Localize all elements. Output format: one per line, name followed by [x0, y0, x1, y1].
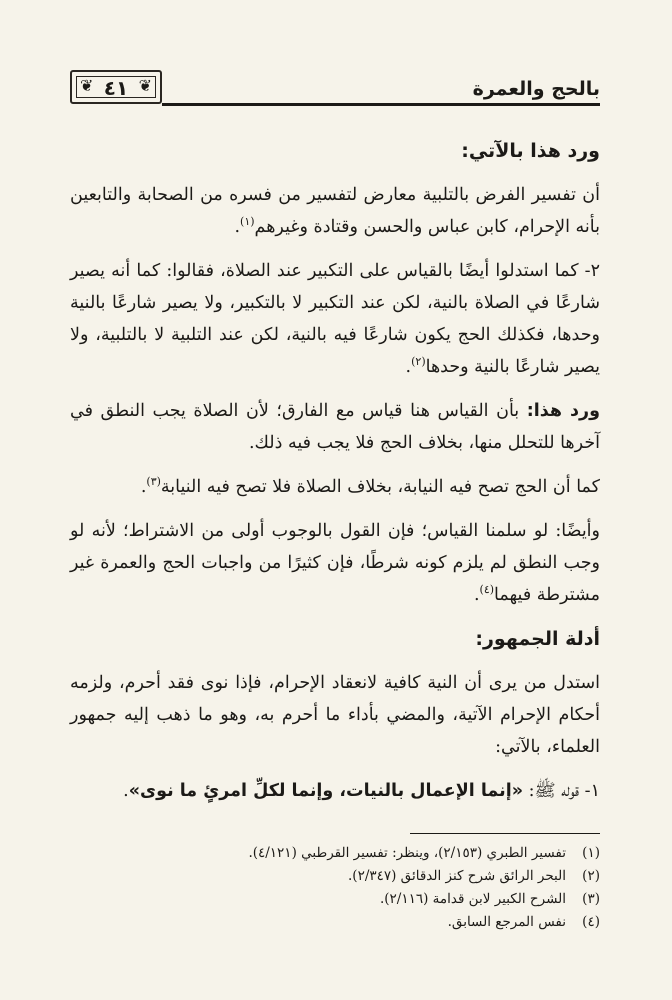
paragraph-text: ٢- كما استدلوا أيضًا بالقياس على التكبير عند الصلاة، فقالوا: كما أنه يصير شارعًا في الصلاة بالنية، لكن عند التكبير لا بالتكبير، ولا يصير شارعًا بالنية وحدها، فكذلك الحج يكون شارعًا فيه بالنية، لكن عند التلبية لا بالتلبية، ولا يصير شارعًا بالنية وحدها	[70, 261, 600, 377]
running-header	[70, 70, 600, 114]
footnote-text: نفس المرجع السابق.	[447, 914, 566, 930]
paragraph-end: .	[140, 477, 147, 497]
paragraph-3	[70, 395, 600, 459]
section-heading-rebuttal: ورد هذا بالآتي:	[461, 140, 600, 162]
paragraph-end: .	[405, 357, 412, 377]
paragraph-1	[70, 179, 600, 243]
paragraph-2	[70, 255, 600, 383]
hadith-quote: «إنما الإعمال بالنيات، وإنما لكلِّ امرئٍ ما نوى»	[128, 781, 524, 801]
paragraph-lead: ١- قوله ﷺ:	[523, 781, 600, 801]
footnote	[70, 842, 600, 865]
footnote-number: (٢)	[582, 868, 600, 884]
paragraph-6: استدل من يرى أن النية كافية لانعقاد الإحرام، فإذا نوى فقد أحرم، ولزمه أحكام الإحرام الآتية، والمضي بأداء ما أحرم به، وهو ما ذهب إليه جمهور العلماء، بالآتي:	[70, 673, 600, 757]
footnote-number: (١)	[582, 845, 600, 861]
running-title: بالحج والعمرة	[472, 78, 600, 100]
footnote-marker: (٢)	[411, 355, 426, 369]
paragraph-7	[70, 775, 600, 807]
footnotes	[70, 842, 600, 934]
paragraph-text: بأن القياس هنا قياس مع الفارق؛ لأن الصلاة يجب النطق في آخرها للتحلل منها، بخلاف الحج فلا يجب فيه ذلك.	[70, 401, 600, 453]
section-heading-majority-evidence: أدلة الجمهور:	[475, 628, 600, 650]
footnote-number: (٣)	[582, 891, 600, 907]
main-text	[70, 135, 600, 819]
footnote-marker: (٣)	[146, 475, 161, 489]
floral-ornament-icon: ❦	[80, 76, 94, 95]
footnote-text: الشرح الكبير لابن قدامة (٢/١١٦).	[379, 891, 566, 907]
footnote	[70, 911, 600, 934]
footnote	[70, 888, 600, 911]
footnote-marker: (٤)	[479, 583, 495, 597]
paragraph-end: .	[234, 217, 241, 237]
header-rule	[162, 103, 600, 106]
footnote-rule	[410, 833, 600, 834]
footnote-text: تفسير الطبري (٢/١٥٣)، وينظر: تفسير القرطبي (٤/١٢١).	[248, 845, 566, 861]
paragraph-text: وأيضًا: لو سلمنا القياس؛ فإن القول بالوجوب أولى من الاشتراط؛ لأنه لو وجب النطق لم يلزم كونه شرطًا، فإن كثيرًا من واجبات الحج والعمرة غير مشترطة فيهما	[70, 521, 600, 605]
paragraph-end: .	[123, 781, 129, 801]
paragraph-text: أن تفسير الفرض بالتلبية معارض لتفسير من فسره من الصحابة والتابعين بأنه الإحرام، كابن عباس والحسن وقتادة وغيرهم	[70, 185, 600, 237]
footnote	[70, 865, 600, 888]
paragraph-lead: ورد هذا:	[526, 401, 600, 421]
floral-ornament-icon: ❦	[138, 76, 152, 95]
paragraph-4	[70, 471, 600, 503]
footnote-number: (٤)	[582, 914, 600, 930]
page-number: ٤١	[103, 76, 129, 100]
footnote-text: البحر الرائق شرح كنز الدقائق (٢/٣٤٧).	[348, 868, 566, 884]
page-number-frame	[70, 70, 162, 104]
paragraph-end: .	[473, 585, 480, 605]
paragraph-text: كما أن الحج تصح فيه النيابة، بخلاف الصلاة فلا تصح فيه النيابة	[160, 477, 600, 497]
paragraph-5	[70, 515, 600, 611]
footnote-marker: (١)	[240, 215, 255, 229]
